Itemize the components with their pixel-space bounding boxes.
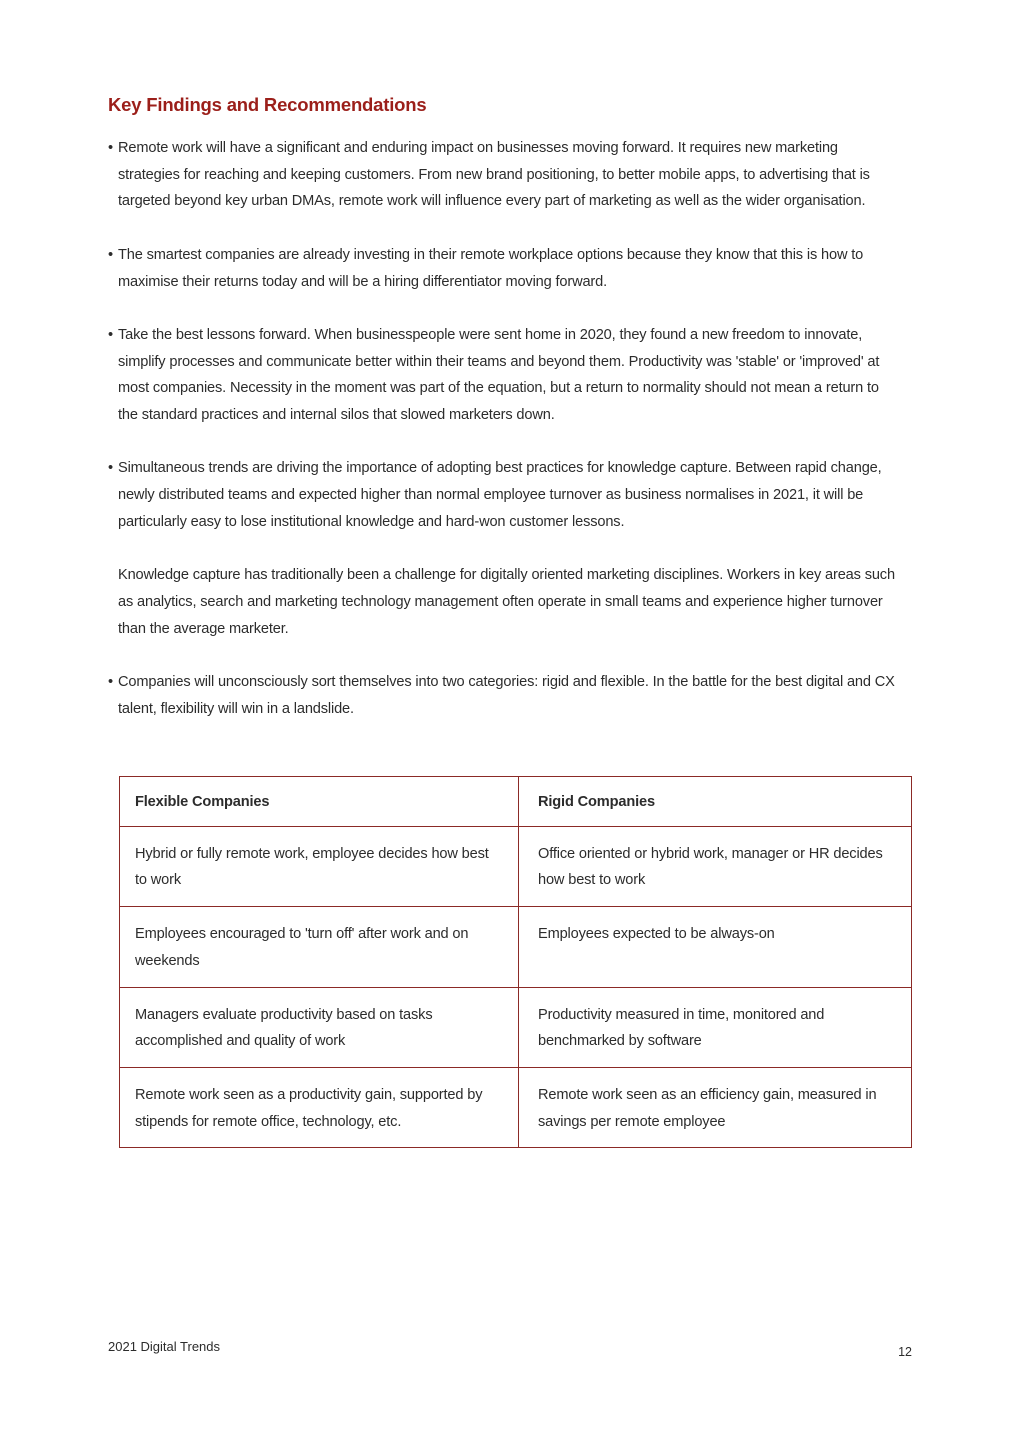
- bullet-text: Take the best lessons forward. When businesspeople were sent home in 2020, they found a new freedom to innovate, simplify processes and communicate better within their teams and beyond them. Productivity was 'stable' or 'improved' at most companies. Necessity in the moment was part of the equation, but a return to normality should not mean a return to the standard practices and internal silos that slowed marketers down.: [118, 326, 880, 423]
- table-row: [120, 907, 912, 987]
- bullet-text: Remote work will have a significant and enduring impact on businesses moving forward. It requires new marketing strategies for reaching and keeping customers. From new brand positioning, to better mobile apps, to advertising that is targeted beyond key urban DMAs, remote work will influence every part of marketing as well as the wider organisation.: [118, 140, 870, 210]
- header-flexible-companies: Flexible Companies: [120, 777, 519, 827]
- bullet-icon: •: [108, 246, 113, 263]
- bullet-text: The smartest companies are already investing in their remote workplace options because they know that this is how to maximise their returns today and will be a hiring differentiator moving forward.: [118, 246, 864, 290]
- list-item: [108, 455, 898, 535]
- table-cell: Office oriented or hybrid work, manager or HR decides how best to work: [519, 826, 912, 906]
- knowledge-capture-paragraph: Knowledge capture has traditionally been a challenge for digitally oriented marketing disciplines. Workers in key areas such as analytics, search and marketing technology management often operate in small teams and experience higher turnover than the average marketer.: [118, 567, 895, 637]
- footer-publication: 2021 Digital Trends: [108, 1339, 221, 1354]
- findings-list: [108, 135, 898, 749]
- bullet-text: Companies will unconsciously sort themselves into two categories: rigid and flexible. In the battle for the best digital and CX talent, flexibility will win in a landslide.: [118, 673, 895, 717]
- table-cell: Productivity measured in time, monitored and benchmarked by software: [519, 987, 912, 1067]
- table-row: [120, 1067, 912, 1147]
- table-cell: Employees expected to be always-on: [519, 907, 912, 987]
- bullet-icon: •: [108, 460, 113, 477]
- table-cell: Managers evaluate productivity based on tasks accomplished and quality of work: [120, 987, 519, 1067]
- header-rigid-companies: Rigid Companies: [519, 777, 912, 827]
- bullet-text: Simultaneous trends are driving the importance of adopting best practices for knowledge capture. Between rapid change, newly distributed teams and expected higher than normal employee turnover as business normalises in 2021, it will be particularly easy to lose institutional knowledge and hard-won customer lessons.: [118, 460, 882, 530]
- table-cell: Remote work seen as a productivity gain, supported by stipends for remote office, technology, etc.: [120, 1067, 519, 1147]
- table-header-row: [120, 777, 912, 827]
- flexible-vs-rigid-table: [119, 776, 912, 1148]
- list-item: [108, 242, 898, 295]
- list-item: [108, 135, 898, 215]
- list-item: [108, 322, 898, 429]
- page-title: Key Findings and Recommendations: [108, 94, 427, 116]
- bullet-icon: •: [108, 140, 113, 156]
- page-number: 12: [898, 1345, 912, 1359]
- table-row: [120, 826, 912, 906]
- bullet-icon: •: [108, 673, 113, 690]
- list-item: [108, 669, 898, 722]
- table-row: [120, 987, 912, 1067]
- table-cell: Employees encouraged to 'turn off' after work and on weekends: [120, 907, 519, 987]
- table-cell: Remote work seen as an efficiency gain, measured in savings per remote employee: [519, 1067, 912, 1147]
- bullet-icon: •: [108, 326, 113, 343]
- table-cell: Hybrid or fully remote work, employee decides how best to work: [120, 826, 519, 906]
